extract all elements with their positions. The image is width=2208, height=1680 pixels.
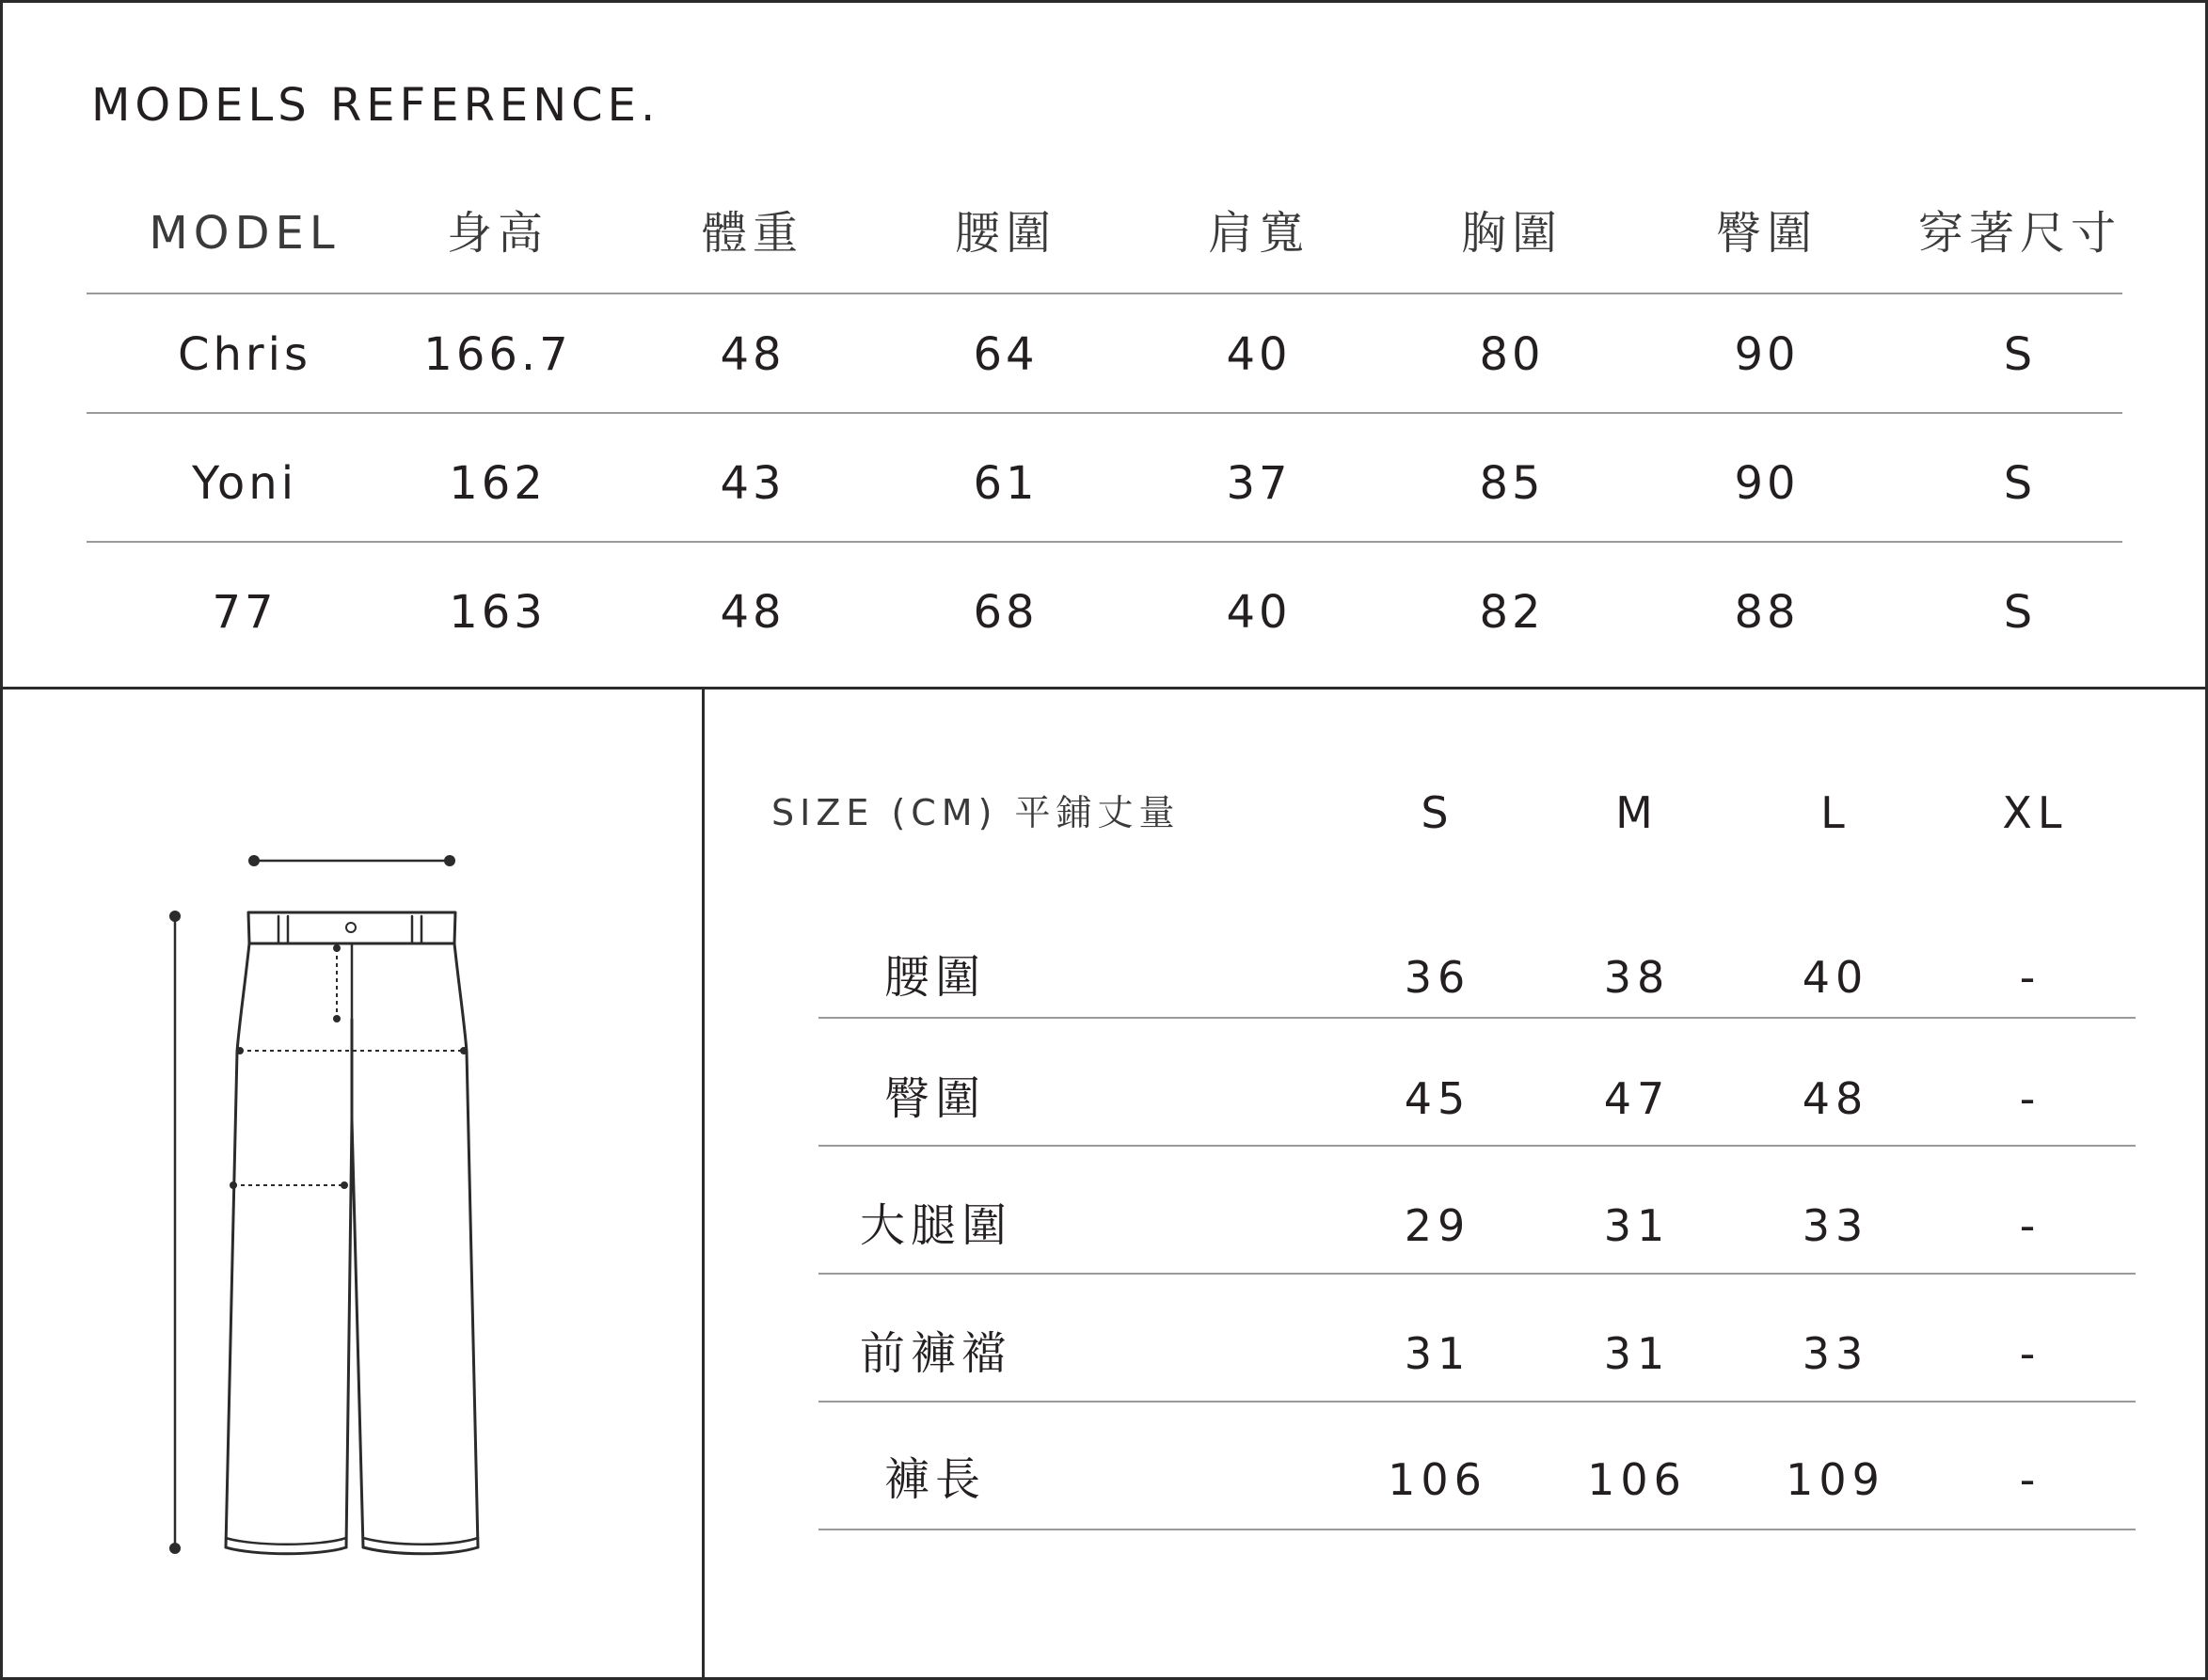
model-shoulder: 37 <box>1226 457 1292 510</box>
value-m: 31 <box>1603 1200 1671 1251</box>
size-column-xl: XL <box>2002 787 2068 838</box>
size-unit-label: SIZE (CM) 平鋪丈量 <box>771 792 1181 833</box>
measure-label: 褲長 <box>884 1453 987 1506</box>
value-l: 33 <box>1802 1200 1869 1251</box>
value-s: 45 <box>1404 1073 1471 1124</box>
size-column-l: L <box>1820 787 1851 838</box>
value-m: 106 <box>1587 1454 1687 1505</box>
model-size: S <box>2003 457 2037 510</box>
value-xl: - <box>2019 1454 2041 1505</box>
model-hip: 90 <box>1734 328 1800 381</box>
model-name: 77 <box>212 586 278 639</box>
model-shoulder: 40 <box>1226 328 1292 381</box>
value-xl: - <box>2019 1328 2041 1379</box>
row-rule <box>818 1401 2136 1403</box>
table-row <box>87 584 2122 641</box>
size-column-m: M <box>1615 787 1659 838</box>
value-s: 31 <box>1404 1328 1471 1379</box>
value-l: 33 <box>1802 1328 1869 1379</box>
model-size: S <box>2003 586 2037 639</box>
header-hip: 臀圍 <box>1715 207 1818 260</box>
table-row <box>818 1070 2136 1127</box>
model-size: S <box>2003 328 2037 381</box>
model-weight: 43 <box>720 457 786 510</box>
table-row <box>818 1451 2136 1508</box>
table-row <box>818 1325 2136 1382</box>
model-name: Chris <box>177 328 311 381</box>
measure-label: 臀圍 <box>884 1072 987 1125</box>
header-shoulder: 肩寬 <box>1207 207 1310 260</box>
header-waist: 腰圍 <box>954 207 1056 260</box>
value-s: 36 <box>1404 952 1471 1003</box>
model-chest: 82 <box>1479 586 1545 639</box>
table-row <box>818 949 2136 1006</box>
header-model: MODEL <box>149 207 341 260</box>
header-chest: 胸圍 <box>1460 207 1563 260</box>
pants-measurement-diagram-icon <box>151 837 527 1571</box>
value-l: 40 <box>1802 952 1869 1003</box>
model-waist: 68 <box>973 586 1039 639</box>
model-weight: 48 <box>720 328 786 381</box>
value-l: 48 <box>1802 1073 1869 1124</box>
header-height: 身高 <box>446 207 548 260</box>
value-m: 31 <box>1603 1328 1671 1379</box>
value-l: 109 <box>1786 1454 1885 1505</box>
value-xl: - <box>2019 1073 2041 1124</box>
model-height: 162 <box>449 457 547 510</box>
value-s: 106 <box>1388 1454 1487 1505</box>
models-header-rule <box>87 293 2122 294</box>
model-weight: 48 <box>720 586 786 639</box>
section-divider-vertical <box>702 689 705 1680</box>
row-rule <box>87 541 2122 543</box>
row-rule <box>818 1145 2136 1147</box>
row-rule <box>818 1273 2136 1275</box>
model-waist: 61 <box>973 457 1039 510</box>
model-hip: 90 <box>1734 457 1800 510</box>
model-hip: 88 <box>1734 586 1800 639</box>
row-rule <box>818 1017 2136 1019</box>
header-size-worn: 穿著尺寸 <box>1917 207 2121 260</box>
value-xl: - <box>2019 952 2041 1003</box>
model-chest: 80 <box>1479 328 1545 381</box>
value-xl: - <box>2019 1200 2041 1251</box>
model-height: 163 <box>449 586 547 639</box>
size-table-header <box>771 785 2136 841</box>
model-height: 166.7 <box>423 328 572 381</box>
table-row <box>87 326 2122 383</box>
model-chest: 85 <box>1479 457 1545 510</box>
row-rule <box>818 1529 2136 1530</box>
row-rule <box>87 412 2122 414</box>
table-row <box>87 455 2122 512</box>
model-shoulder: 40 <box>1226 586 1292 639</box>
measure-label: 腰圍 <box>884 951 987 1004</box>
section-divider-horizontal <box>0 687 2208 689</box>
header-weight: 體重 <box>701 207 803 260</box>
value-s: 29 <box>1404 1200 1471 1251</box>
size-column-s: S <box>1421 787 1454 838</box>
value-m: 47 <box>1603 1073 1671 1124</box>
table-row <box>818 1197 2136 1254</box>
measure-label: 前褲襠 <box>860 1327 1013 1380</box>
models-table-header <box>87 205 2122 262</box>
model-waist: 64 <box>973 328 1039 381</box>
measure-label: 大腿圍 <box>860 1199 1013 1252</box>
value-m: 38 <box>1603 952 1671 1003</box>
page-title: MODELS REFERENCE. <box>91 79 660 132</box>
model-name: Yoni <box>191 457 298 510</box>
